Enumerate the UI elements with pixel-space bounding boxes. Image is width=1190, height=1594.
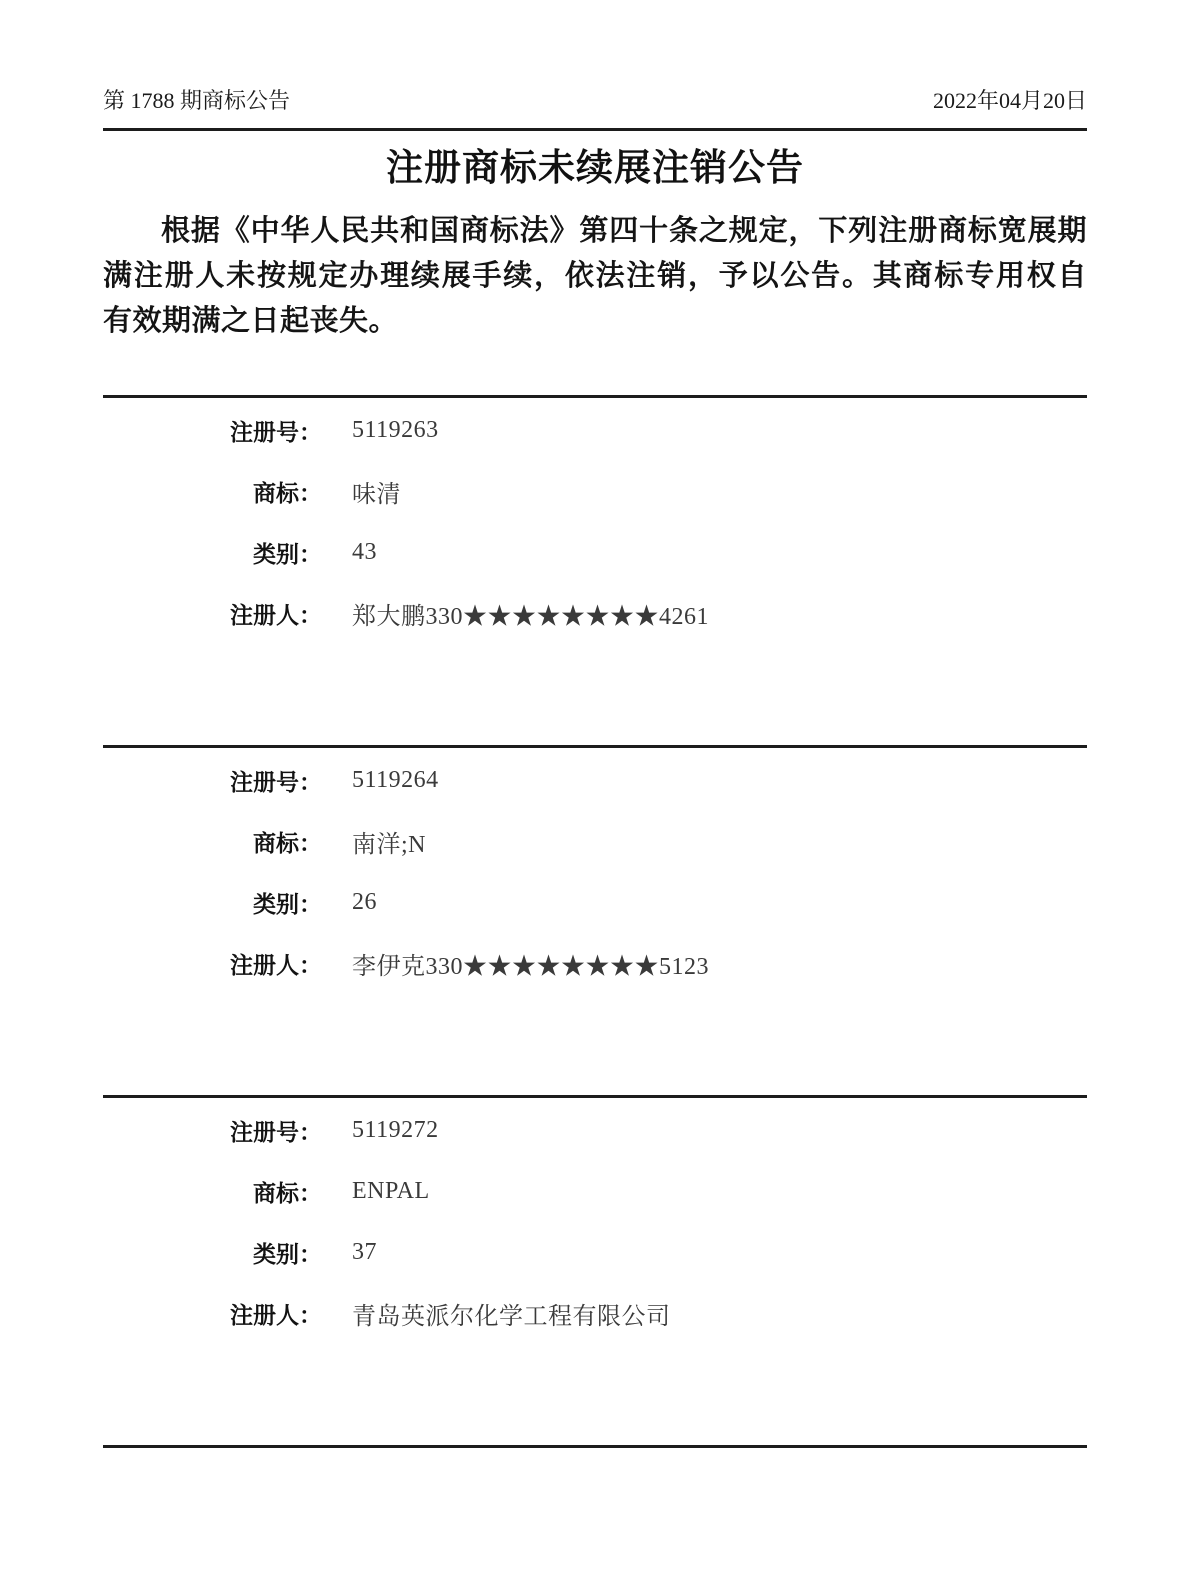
reg-no-row (103, 400, 1087, 461)
registrant-row (103, 583, 1087, 644)
registrant-row (103, 1283, 1087, 1344)
reg-no-label: 注册号： (230, 769, 322, 795)
class-label: 类别： (253, 891, 322, 917)
trademark-record (103, 745, 1087, 1095)
reg-no-value: 5119263 (352, 417, 439, 443)
closing-rule (103, 1445, 1087, 1448)
registrant-label: 注册人： (230, 602, 322, 628)
trademark-label: 商标： (253, 830, 322, 856)
reg-no-row (103, 750, 1087, 811)
trademark-value: 南洋;N (352, 832, 426, 858)
class-value: 26 (352, 889, 377, 915)
class-row (103, 1222, 1087, 1283)
trademark-row (103, 811, 1087, 872)
class-value: 37 (352, 1239, 377, 1265)
record-list (103, 395, 1087, 1448)
trademark-value: ENPAL (352, 1178, 430, 1204)
intro-line: 满注册人未按规定办理续展手续，依法注销，予以公告。其商标专用权自 (103, 260, 1087, 292)
registrant-row (103, 933, 1087, 994)
trademark-row (103, 1161, 1087, 1222)
reg-no-value: 5119272 (352, 1117, 439, 1143)
class-row (103, 872, 1087, 933)
registrant-value: 李伊克330★★★★★★★★5123 (352, 954, 709, 980)
gazette-issue-label: 第 1788 期商标公告 (103, 88, 291, 113)
trademark-record (103, 1095, 1087, 1445)
registrant-label: 注册人： (230, 952, 322, 978)
class-value: 43 (352, 539, 377, 565)
trademark-value: 味清 (352, 482, 401, 508)
page-title: 注册商标未续展注销公告 (386, 148, 804, 189)
gazette-date: 2022年04月20日 (932, 88, 1087, 113)
reg-no-label: 注册号： (230, 1119, 322, 1145)
registrant-value: 青岛英派尔化学工程有限公司 (352, 1304, 671, 1330)
reg-no-label: 注册号： (230, 419, 322, 445)
registrant-label: 注册人： (230, 1302, 322, 1328)
class-label: 类别： (253, 1241, 322, 1267)
trademark-record (103, 395, 1087, 745)
class-label: 类别： (253, 541, 322, 567)
intro-line: 有效期满之日起丧失。 (103, 305, 399, 337)
reg-no-value: 5119264 (352, 767, 439, 793)
trademark-row (103, 461, 1087, 522)
class-row (103, 522, 1087, 583)
registrant-value: 郑大鹏330★★★★★★★★4261 (352, 604, 709, 630)
running-head (103, 88, 1087, 131)
intro-line: 根据《中华人民共和国商标法》第四十条之规定，下列注册商标宽展期 (161, 215, 1087, 247)
intro-paragraph (103, 209, 1087, 344)
trademark-label: 商标： (253, 1180, 322, 1206)
reg-no-row (103, 1100, 1087, 1161)
trademark-label: 商标： (253, 480, 322, 506)
